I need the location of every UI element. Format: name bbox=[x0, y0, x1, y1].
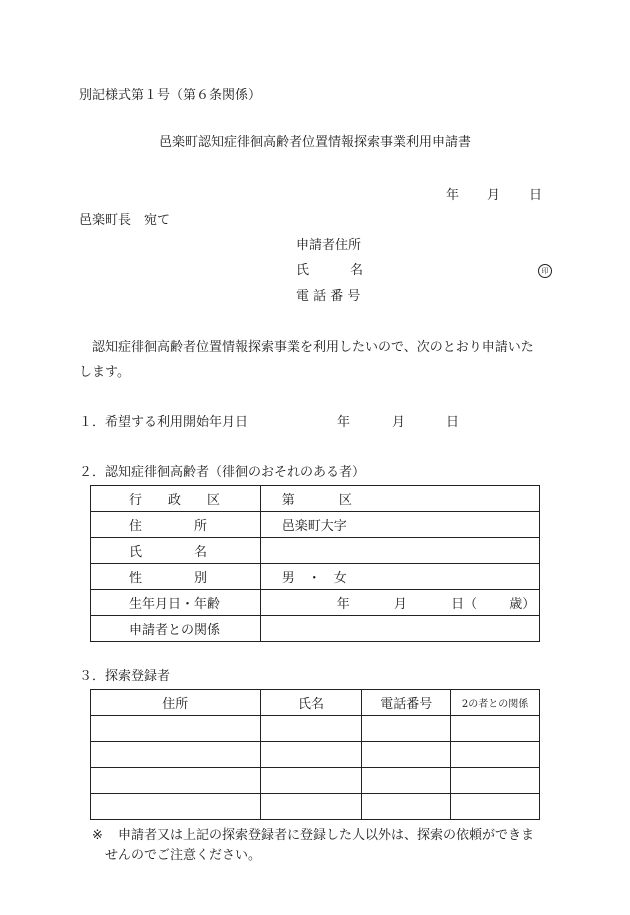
addressee: 邑楽町長 宛て bbox=[79, 213, 171, 228]
applicant-address-label: 申請者住所 bbox=[296, 238, 362, 253]
section1-month-label: 月 bbox=[392, 415, 406, 430]
table-row bbox=[91, 616, 540, 642]
header-phone: 電話番号 bbox=[362, 690, 451, 716]
birth-month-label: 月 bbox=[393, 597, 407, 612]
searcher-name-cell[interactable] bbox=[260, 742, 362, 768]
relationship-field[interactable] bbox=[260, 616, 539, 642]
note-line-1: 申請者又は上記の探索登録者に登録した人以外は、探索の依頼ができま bbox=[118, 828, 535, 843]
document-title: 邑楽町認知症徘徊高齢者位置情報探索事業利用申請書 bbox=[158, 135, 471, 150]
date-month-label: 月 bbox=[487, 188, 501, 203]
searcher-phone-cell[interactable] bbox=[362, 716, 451, 742]
birth-day-label: 日（ bbox=[451, 597, 478, 612]
elderly-address-field[interactable]: 邑楽町大字 bbox=[260, 512, 539, 538]
table-row bbox=[91, 768, 540, 794]
date-year-label: 年 bbox=[446, 188, 460, 203]
searcher-address-cell[interactable] bbox=[91, 794, 261, 820]
table-row bbox=[91, 486, 540, 512]
table-row bbox=[91, 512, 540, 538]
row-label-relationship: 申請者との関係 bbox=[91, 616, 261, 642]
table-row bbox=[91, 564, 540, 590]
searcher-relationship-cell[interactable] bbox=[451, 794, 540, 820]
section1-heading: １．希望する利用開始年月日 bbox=[79, 415, 249, 430]
searcher-relationship-cell[interactable] bbox=[451, 716, 540, 742]
seal-mark bbox=[538, 263, 552, 278]
header-relationship: 2の者との関係 bbox=[451, 690, 540, 716]
note-mark: ※ bbox=[92, 828, 103, 843]
searcher-address-cell[interactable] bbox=[91, 716, 261, 742]
form-number: 別記様式第１号（第６条関係） bbox=[79, 88, 262, 103]
table-row bbox=[91, 742, 540, 768]
table-row bbox=[91, 538, 540, 564]
district-prefix: 第 bbox=[281, 493, 295, 508]
searcher-name-cell[interactable] bbox=[260, 716, 362, 742]
birthdate-age-field[interactable] bbox=[260, 590, 539, 616]
searcher-address-cell[interactable] bbox=[91, 768, 261, 794]
row-label-district: 行 政 区 bbox=[91, 486, 261, 512]
row-label-name: 氏 名 bbox=[91, 538, 261, 564]
searcher-phone-cell[interactable] bbox=[362, 742, 451, 768]
intro-line-2: します。 bbox=[79, 365, 130, 380]
row-label-birthdate-age: 生年月日・年齢 bbox=[91, 590, 261, 616]
birth-year-label: 年 bbox=[336, 597, 350, 612]
district-suffix: 区 bbox=[338, 493, 352, 508]
applicant-name-label-2: 名 bbox=[350, 263, 364, 278]
age-label: 歳） bbox=[509, 597, 536, 612]
searcher-address-cell[interactable] bbox=[91, 742, 261, 768]
section1-year-label: 年 bbox=[337, 415, 351, 430]
searcher-table bbox=[90, 689, 540, 820]
table-row bbox=[91, 590, 540, 616]
applicant-name-label-1: 氏 bbox=[296, 263, 310, 278]
table-header-row bbox=[91, 690, 540, 716]
table-row bbox=[91, 794, 540, 820]
applicant-phone-label: 電 話 番 号 bbox=[296, 289, 361, 304]
table-row bbox=[91, 716, 540, 742]
section1-day-label: 日 bbox=[446, 415, 460, 430]
row-label-address: 住 所 bbox=[91, 512, 261, 538]
searcher-phone-cell[interactable] bbox=[362, 794, 451, 820]
searcher-phone-cell[interactable] bbox=[362, 768, 451, 794]
row-label-gender: 性 別 bbox=[91, 564, 261, 590]
intro-line-1: 認知症徘徊高齢者位置情報探索事業を利用したいので、次のとおり申請いた bbox=[79, 340, 534, 355]
elderly-name-field[interactable] bbox=[260, 538, 539, 564]
date-day-label: 日 bbox=[529, 188, 543, 203]
section3-heading: ３．探索登録者 bbox=[79, 669, 171, 684]
section2-heading: ２．認知症徘徊高齢者（徘徊のおそれのある者） bbox=[79, 465, 366, 480]
searcher-relationship-cell[interactable] bbox=[451, 742, 540, 768]
searcher-relationship-cell[interactable] bbox=[451, 768, 540, 794]
searcher-name-cell[interactable] bbox=[260, 794, 362, 820]
gender-field[interactable]: 男 ・ 女 bbox=[260, 564, 539, 590]
note-line-2: せんのでご注意ください。 bbox=[105, 848, 262, 863]
header-name: 氏名 bbox=[260, 690, 362, 716]
seal-icon: 印 bbox=[538, 264, 552, 278]
searcher-name-cell[interactable] bbox=[260, 768, 362, 794]
elderly-info-table bbox=[90, 485, 540, 642]
header-address: 住所 bbox=[91, 690, 261, 716]
district-field[interactable] bbox=[260, 486, 539, 512]
